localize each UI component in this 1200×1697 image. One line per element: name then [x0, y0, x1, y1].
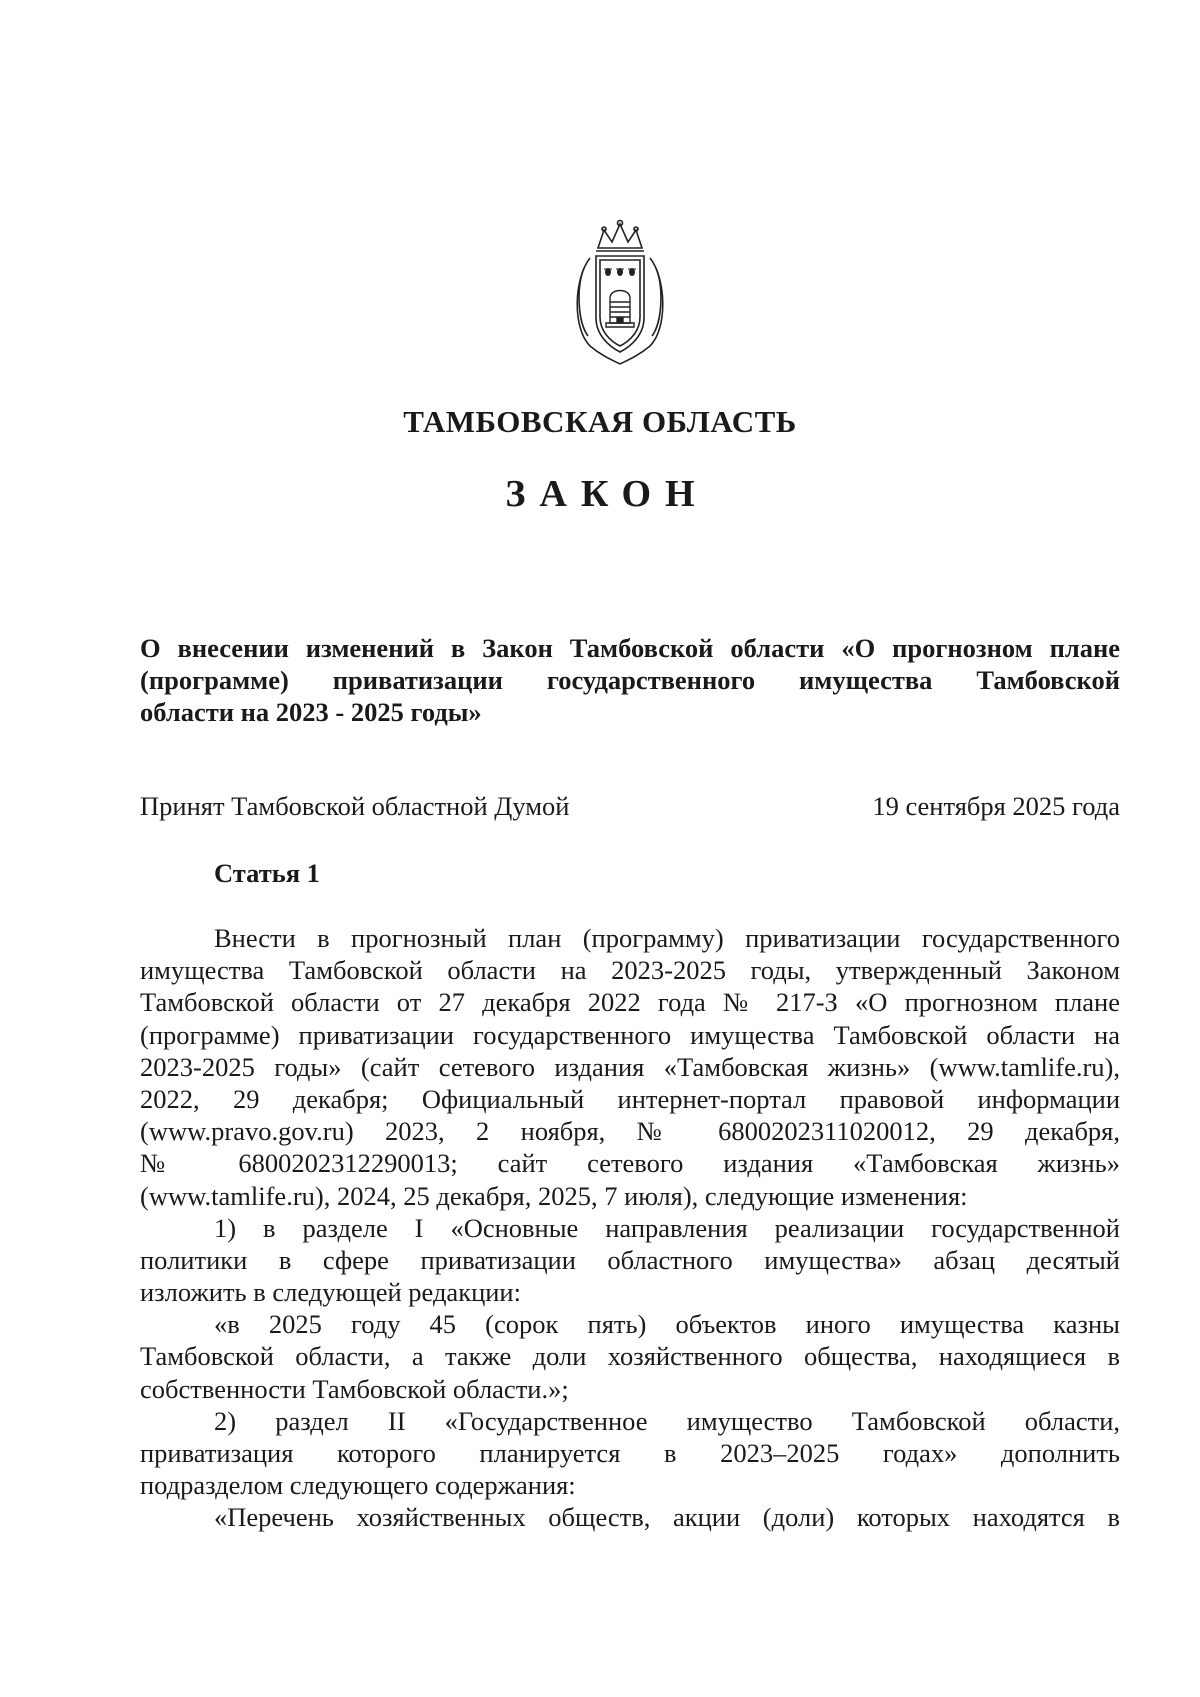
document-type-heading: ЗАКОН: [505, 473, 709, 515]
body-line: 1) в разделе I «Основные направления реализации государственной: [214, 1212, 1120, 1243]
body-line: № 6800202312290013; сайт сетевого издания «Тамбовская жизнь»: [140, 1148, 1120, 1179]
body-line: подразделом следующего содержания:: [140, 1470, 576, 1501]
body-line: (www.tamlife.ru), 2024, 25 декабря, 2025, 7 июля), следующие изменения:: [140, 1180, 968, 1211]
article-body: [140, 922, 1120, 1534]
adoption-date: 19 сентября 2025 года: [872, 791, 1120, 821]
body-line: Внести в прогнозный план (программу) приватизации государственного: [214, 923, 1120, 953]
article-heading: Статья 1: [214, 858, 320, 888]
body-line: изложить в следующей редакции:: [140, 1277, 521, 1308]
body-line: «Перечень хозяйственных обществ, акции (доли) которых находятся в: [214, 1502, 1120, 1533]
body-line: Тамбовской области, а также доли хозяйственного общества, находящиеся в: [140, 1341, 1120, 1372]
body-line: собственности Тамбовской области.»;: [140, 1373, 569, 1404]
law-title-line: (программе) приватизации государственного имущества Тамбовской: [140, 665, 1120, 695]
law-title-line: О внесении изменений в Закон Тамбовской области «О прогнозном плане: [140, 633, 1120, 663]
body-line: имущества Тамбовской области на 2023-2025 годы, утвержденный Законом: [140, 955, 1120, 986]
body-line: «в 2025 году 45 (сорок пять) объектов иного имущества казны: [214, 1309, 1120, 1340]
body-line: политики в сфере приватизации областного имущества» абзац десятый: [140, 1244, 1120, 1275]
body-line: 2023-2025 годы» (сайт сетевого издания «Тамбовская жизнь» (www.tamlife.ru),: [140, 1051, 1120, 1082]
body-line: (программе) приватизации государственного имущества Тамбовской области на: [140, 1019, 1120, 1050]
adopting-body: Принят Тамбовской областной Думой: [140, 791, 570, 821]
body-line: Тамбовской области от 27 декабря 2022 года № 217-З «О прогнозном плане: [140, 987, 1120, 1018]
coat-of-arms-tambov-icon: [560, 218, 680, 368]
body-line: (www.pravo.gov.ru) 2023, 2 ноября, № 6800202311020012, 29 декабря,: [140, 1116, 1120, 1147]
body-line: 2022, 29 декабря; Официальный интернет-портал правовой информации: [140, 1083, 1120, 1114]
region-heading: ТАМБОВСКАЯ ОБЛАСТЬ: [403, 404, 797, 439]
body-line: 2) раздел II «Государственное имущество Тамбовской области,: [214, 1405, 1120, 1436]
law-title: [140, 632, 1120, 728]
law-title-line: области на 2023 - 2025 годы»: [140, 697, 482, 727]
body-line: приватизация которого планируется в 2023–2025 годах» дополнить: [140, 1438, 1120, 1468]
